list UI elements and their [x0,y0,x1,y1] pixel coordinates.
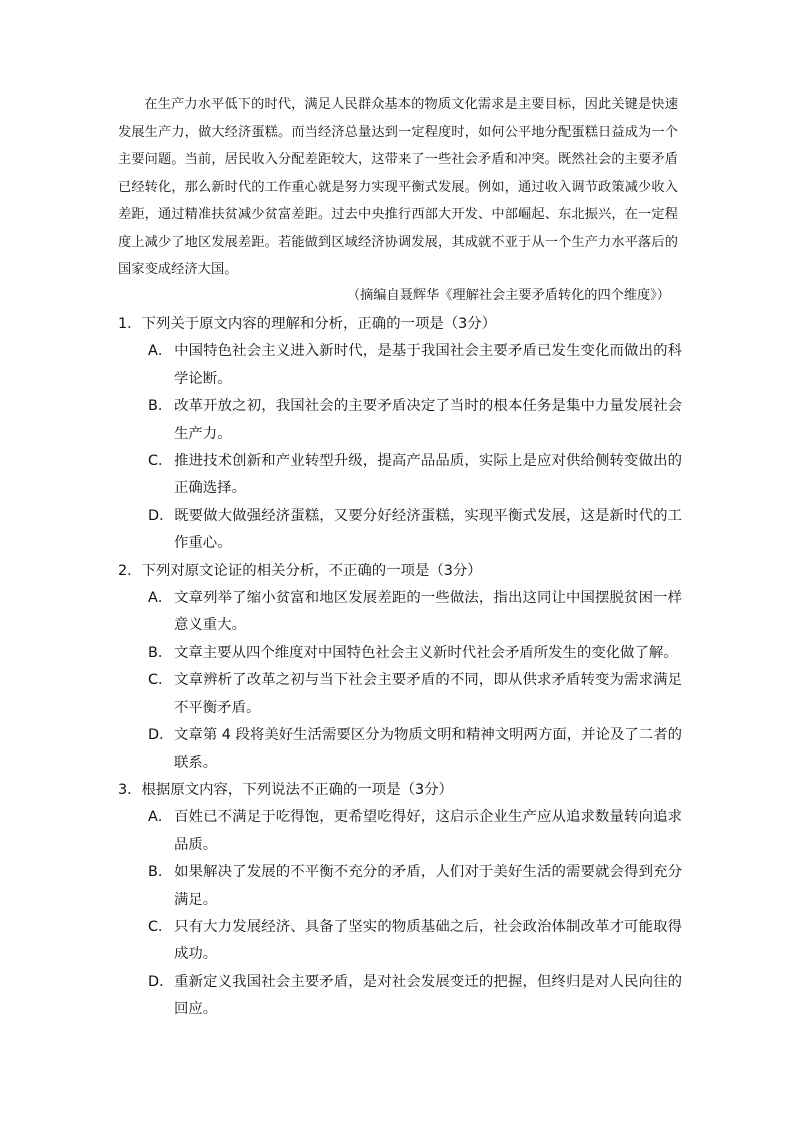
option-text: 改革开放之初，我国社会的主要矛盾决定了当时的根本任务是集中力量发展社会生产力。 [174,398,682,442]
question-stem: 3．根据原文内容，下列说法不正确的一项是（3分） [118,781,453,798]
question-option [118,393,682,448]
option-text: 如果解决了发展的不平衡不充分的矛盾，人们对于美好生活的需要就会得到充分满足。 [174,864,682,908]
question-option [118,804,682,859]
option-letter: A． [148,343,173,360]
option-letter: A． [148,809,173,826]
option-letter: D． [148,973,174,990]
passage-paragraph: 在生产力水平低下的时代，满足人民群众基本的物质文化需求是主要目标，因此关键是快速发展生产力，做大经济蛋糕。而当经济总量达到一定程度时，如何公平地分配蛋糕日益成为一个主要问题。当前，居民收入分配差距较大，这带来了一些社会矛盾和冲突。既然社会的主要矛盾已经转化，那么新时代的工作重心就是努力实现平衡式发展。例如，通过收入调节政策减少收入差距，通过精准扶贫减少贫富差距。过去中央推行西部大开发、中部崛起、东北振兴，在一定程度上减少了地区发展差距。若能做到区域经济协调发展，其成就不亚于从一个生产力水平落后的国家变成经济大国。 [118,97,678,277]
question-3 [118,777,682,1024]
option-letter: D． [148,507,174,524]
option-text: 百姓已不满足于吃得饱，更希望吃得好，这启示企业生产应从追求数量转向追求品质。 [174,809,682,853]
question-2 [118,558,682,777]
question-option [118,503,682,558]
question-list [118,311,682,1024]
option-text: 推进技术创新和产业转型升级，提高产品品质，实际上是应对供给侧转变做出的正确选择。 [174,453,682,497]
question-1 [118,311,682,558]
question-option [118,585,682,640]
option-letter: B． [148,864,173,881]
option-letter: C． [148,672,173,689]
question-option [118,448,682,503]
option-text: 文章第 4 段将美好生活需要区分为物质文明和精神文明两方面，并论及了二者的联系。 [174,727,682,771]
option-letter: B． [148,398,173,415]
question-option [118,859,682,914]
option-text: 只有大力发展经济、具备了坚实的物质基础之后，社会政治体制改革才可能取得成功。 [174,918,682,963]
option-text: 文章主要从四个维度对中国特色社会主义新时代社会矛盾所发生的变化做了解。 [174,644,678,661]
question-option [118,667,682,722]
option-text: 中国特色社会主义进入新时代，是基于我国社会主要矛盾已发生变化而做出的科学论断。 [174,343,682,387]
option-text: 文章列举了缩小贫富和地区发展差距的一些做法，指出这同让中国摆脱贫困一样意义重大。 [174,590,682,634]
question-option [118,914,682,969]
question-stem: 2．下列对原文论证的相关分析，不正确的一项是（3分） [118,562,482,579]
option-letter: D． [148,727,174,744]
question-stem: 1．下列关于原文内容的理解和分析，正确的一项是（3分） [118,316,497,332]
question-option [118,722,682,777]
passage-source: （摘编自聂辉华《理解社会主要矛盾转化的四个维度》） [346,288,670,303]
option-text: 文章辨析了改革之初与当下社会主要矛盾的不同，即从供求矛盾转变为需求满足不平衡矛盾。 [174,672,682,716]
question-option [118,640,682,667]
option-letter: A． [148,590,173,607]
option-letter: C． [148,453,173,470]
option-text: 既要做大做强经济蛋糕，又要分好经济蛋糕，实现平衡式发展，这是新时代的工作重心。 [174,507,682,552]
option-letter: C． [148,918,173,935]
option-text: 重新定义我国社会主要矛盾，是对社会发展变迁的把握，但终归是对人民向往的回应。 [174,973,682,1018]
question-option [118,969,682,1024]
option-letter: B． [148,644,173,661]
question-option [118,338,682,393]
